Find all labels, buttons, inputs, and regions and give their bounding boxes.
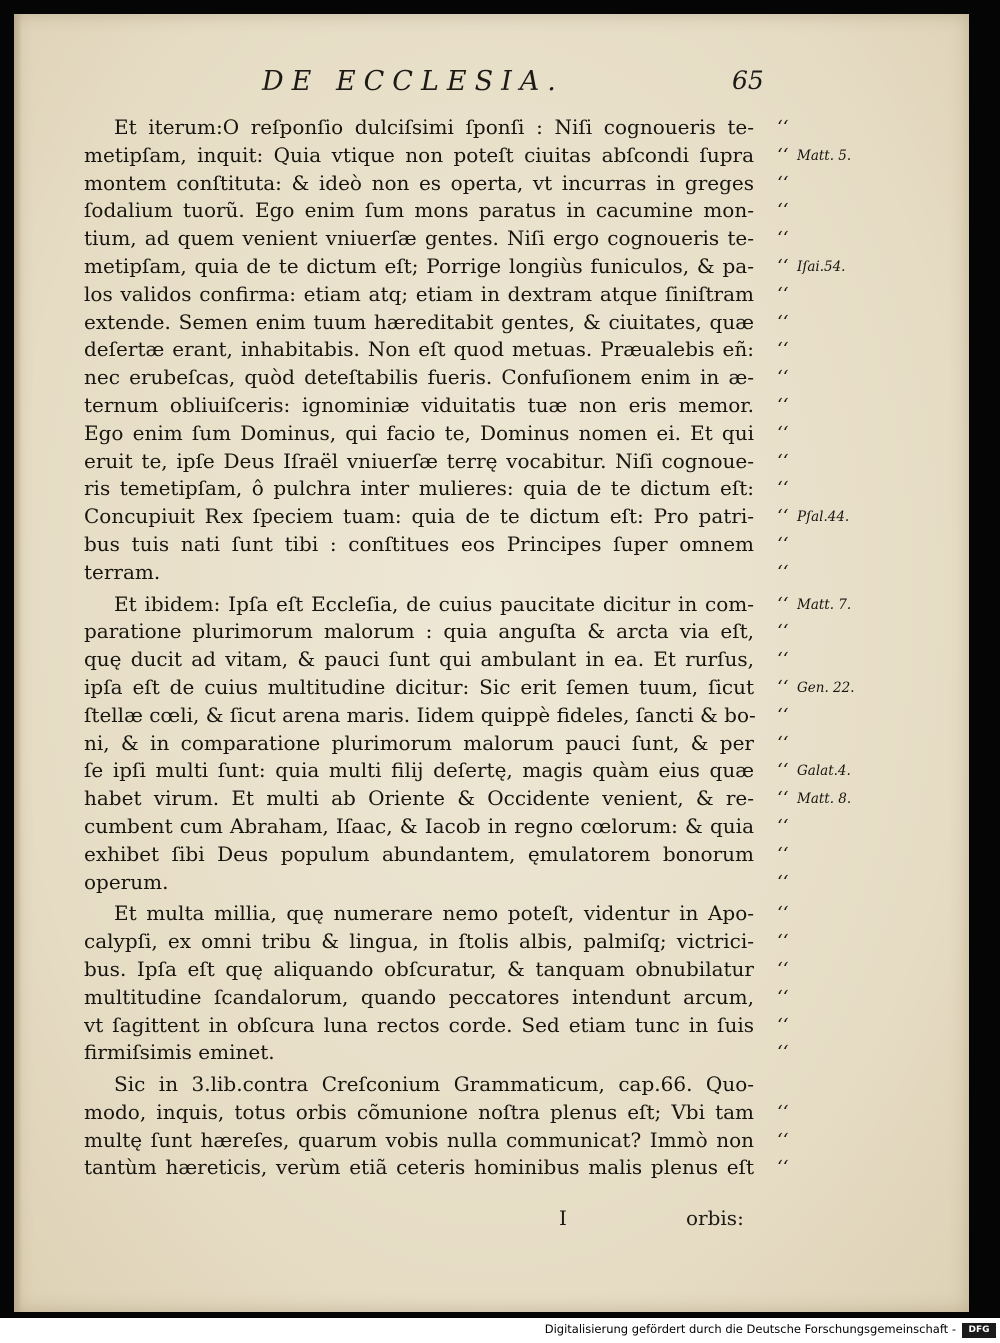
line-text: extende. Semen enim tuum hæreditabit gentes, & ciuitates, quæ	[84, 309, 754, 334]
text-line	[84, 757, 924, 785]
text-line	[84, 309, 924, 337]
line-text: nec erubeſcas, quòd deteſtabilis fueris. Confuſionem enim in æ-	[84, 365, 754, 390]
quotation-mark: ‘‘	[777, 533, 789, 555]
text-line	[84, 730, 924, 758]
page-foot	[14, 1206, 969, 1236]
line-text: Sic in 3.lib.contra Creſconium Grammaticum, cap.66. Quo-	[114, 1072, 754, 1097]
quotation-mark: ‘‘	[777, 593, 789, 615]
quotation-mark: ‘‘	[777, 1101, 789, 1123]
line-text: ni, & in comparatione plurimorum malorum pauci ſunt, & per	[84, 730, 754, 755]
line-text: Ego enim ſum Dominus, qui facio te, Dominus nomen ei. Et qui	[84, 420, 754, 445]
main-text	[84, 114, 924, 1182]
quotation-mark: ‘‘	[777, 450, 789, 472]
quotation-mark: ‘‘	[777, 871, 789, 893]
marginal-reference: Gen. 22.	[797, 679, 855, 696]
text-line	[84, 114, 924, 142]
text-line	[84, 928, 924, 956]
text-line	[84, 531, 924, 559]
signature-mark: I	[559, 1206, 567, 1230]
line-text: Concupiuit Rex ſpeciem tuam: quia de te dictum eſt: Pro patri-	[84, 504, 754, 529]
marginal-reference: Galat.4.	[797, 763, 851, 780]
quotation-mark: ‘‘	[777, 367, 789, 389]
text-line	[84, 702, 924, 730]
line-text: metipſam, quia de te dictum eſt; Porrige longiùs funiculos, & pa-	[84, 253, 754, 278]
quotation-mark: ‘‘	[777, 255, 789, 277]
marginal-reference: Matt. 7.	[797, 596, 852, 613]
marginal-reference: Matt. 8.	[797, 791, 852, 808]
line-text: quę ducit ad vitam, & pauci ſunt qui ambulant in ea. Et rurſus,	[84, 647, 754, 672]
quotation-mark: ‘‘	[777, 986, 789, 1008]
line-text: calypſi, ex omni tribu & lingua, in ſtolis albis, palmiſq; victrici-	[84, 929, 754, 954]
line-text: Et iterum:O reſponſio dulciſsimi ſponſi : Niſi cognoueris te-	[114, 115, 754, 139]
text-line	[84, 197, 924, 225]
marginal-reference: Pſal.44.	[797, 509, 850, 526]
quotation-mark: ‘‘	[777, 478, 789, 500]
quotation-mark: ‘‘	[777, 1129, 789, 1151]
quotation-mark: ‘‘	[777, 561, 789, 583]
text-line	[84, 364, 924, 392]
credit-bar	[0, 1318, 1000, 1343]
line-text: multę ſunt hæreſes, quarum vobis nulla communicat? Immò non	[84, 1127, 754, 1152]
text-line	[84, 281, 924, 309]
line-text: paratione plurimorum malorum : quia anguſta & arcta via eſt,	[84, 619, 754, 644]
text-line	[84, 869, 924, 897]
line-text: ſtellæ cœli, & ſicut arena maris. Iidem quippè fideles, ſancti & bo-	[84, 702, 756, 727]
text-line	[84, 900, 924, 928]
text-line	[84, 591, 924, 619]
quotation-mark: ‘‘	[777, 649, 789, 671]
quotation-mark: ‘‘	[777, 958, 789, 980]
running-head	[14, 66, 969, 106]
line-text: vt ſagittent in obſcura luna rectos corde. Sed etiam tunc in ſuis	[84, 1012, 754, 1037]
quotation-mark: ‘‘	[777, 815, 789, 837]
line-text: multitudine ſcandalorum, quando peccatores intendunt arcum,	[84, 984, 754, 1009]
text-line	[84, 170, 924, 198]
text-line	[84, 785, 924, 813]
line-text: ipſa eſt de cuius multitudine dicitur: Sic erit ſemen tuum, ſicut	[84, 674, 754, 699]
funding-credit: Digitalisierung gefördert durch die Deutsche Forschungsgemeinschaft -	[544, 1322, 956, 1336]
text-line	[84, 503, 924, 531]
quotation-mark: ‘‘	[777, 621, 789, 643]
text-line	[84, 646, 924, 674]
line-text: eruit te, ipſe Deus Iſraël vniuerſæ terrę vocabitur. Niſi cognoue-	[84, 448, 754, 473]
text-line	[84, 448, 924, 476]
line-text: terram.	[84, 559, 161, 584]
catchword: orbis:	[686, 1206, 744, 1230]
quotation-mark: ‘‘	[777, 394, 789, 416]
quotation-mark: ‘‘	[777, 228, 789, 250]
quotation-mark: ‘‘	[777, 903, 789, 925]
quotation-mark: ‘‘	[777, 732, 789, 754]
text-line	[84, 420, 924, 448]
text-line	[84, 618, 924, 646]
text-line	[84, 559, 924, 587]
line-text: habet virum. Et multi ab Oriente & Occidente venient, & re-	[84, 786, 754, 811]
text-line	[84, 813, 924, 841]
line-text: cumbent cum Abraham, Iſaac, & Iacob in regno cœlorum: & quia	[84, 813, 754, 838]
quotation-mark: ‘‘	[777, 117, 789, 138]
quotation-mark: ‘‘	[777, 200, 789, 222]
line-text: ternum obliuiſceris: ignominiæ viduitatis tuæ non eris memor.	[84, 392, 754, 417]
text-line	[84, 475, 924, 503]
running-title: DE ECCLESIA.	[262, 66, 564, 97]
quotation-mark: ‘‘	[777, 1157, 789, 1179]
book-page	[14, 14, 969, 1312]
page-number: 65	[732, 66, 764, 95]
text-line	[84, 1154, 924, 1182]
text-line	[84, 253, 924, 281]
line-text: operum.	[84, 869, 169, 894]
quotation-mark: ‘‘	[777, 172, 789, 194]
quotation-mark: ‘‘	[777, 339, 789, 361]
line-text: modo, inquis, totus orbis cõmunione noſtra plenus eſt; Vbi tam	[84, 1099, 754, 1124]
quotation-mark: ‘‘	[777, 311, 789, 333]
quotation-mark: ‘‘	[777, 676, 789, 698]
text-line	[84, 225, 924, 253]
line-text: tantùm hæreticis, verùm etiã ceteris hominibus malis plenus eſt	[84, 1155, 754, 1180]
dfg-logo: DFG	[962, 1323, 996, 1338]
line-text: firmiſsimis eminet.	[84, 1040, 275, 1065]
text-line	[84, 142, 924, 170]
line-text: montem conſtituta: & ideò non es operta, vt incurras in greges	[84, 170, 754, 195]
text-line	[84, 984, 924, 1012]
quotation-mark: ‘‘	[777, 144, 789, 166]
line-text: ris temetipſam, ô pulchra inter mulieres: quia de te dictum eſt:	[84, 476, 754, 501]
line-text: exhibet ſibi Deus populum abundantem, ęmulatorem bonorum	[84, 841, 754, 866]
line-text: los validos confirma: etiam atq; etiam in dextram atque ſiniſtram	[84, 281, 754, 306]
text-line	[84, 1127, 924, 1155]
line-text: deſertæ erant, inhabitabis. Non eſt quod metuas. Præualebis eñ:	[84, 337, 754, 362]
page-binding-shadow	[14, 14, 22, 1312]
line-text: metipſam, inquit: Quia vtique non poteſt ciuitas abſcondi ſupra	[84, 142, 754, 167]
text-line	[84, 841, 924, 869]
quotation-mark: ‘‘	[777, 704, 789, 726]
text-line	[84, 956, 924, 984]
text-line	[84, 674, 924, 702]
line-text: bus. Ipſa eſt quę aliquando obſcuratur, & tanquam obnubilatur	[84, 956, 754, 981]
quotation-mark: ‘‘	[777, 422, 789, 444]
text-line	[84, 1071, 924, 1099]
line-text: Et ibidem: Ipſa eſt Eccleſia, de cuius paucitate dicitur in com-	[114, 591, 754, 616]
line-text: tium, ad quem venient vniuerſæ gentes. Niſi ergo cognoueris te-	[84, 226, 754, 251]
line-text: ſe ipſi multi ſunt: quia multi filij deſertę, magis quàm eius quæ	[84, 758, 754, 783]
text-line	[84, 1012, 924, 1040]
line-text: Et multa millia, quę numerare nemo poteſt, videntur in Apo-	[114, 901, 754, 926]
quotation-mark: ‘‘	[777, 283, 789, 305]
text-line	[84, 336, 924, 364]
marginal-reference: Matt. 5.	[797, 147, 852, 164]
quotation-mark: ‘‘	[777, 788, 789, 810]
quotation-mark: ‘‘	[777, 1042, 789, 1064]
text-line	[84, 1039, 924, 1067]
quotation-mark: ‘‘	[777, 843, 789, 865]
marginal-reference: Iſai.54.	[797, 258, 846, 275]
quotation-mark: ‘‘	[777, 506, 789, 528]
line-text: bus tuis nati ſunt tibi : conſtitues eos Principes ſuper omnem	[84, 531, 754, 556]
text-line	[84, 1099, 924, 1127]
quotation-mark: ‘‘	[777, 931, 789, 953]
line-text: ſodalium tuorũ. Ego enim ſum mons paratus in cacumine mon-	[84, 198, 754, 223]
text-line	[84, 392, 924, 420]
quotation-mark: ‘‘	[777, 760, 789, 782]
quotation-mark: ‘‘	[777, 1014, 789, 1036]
